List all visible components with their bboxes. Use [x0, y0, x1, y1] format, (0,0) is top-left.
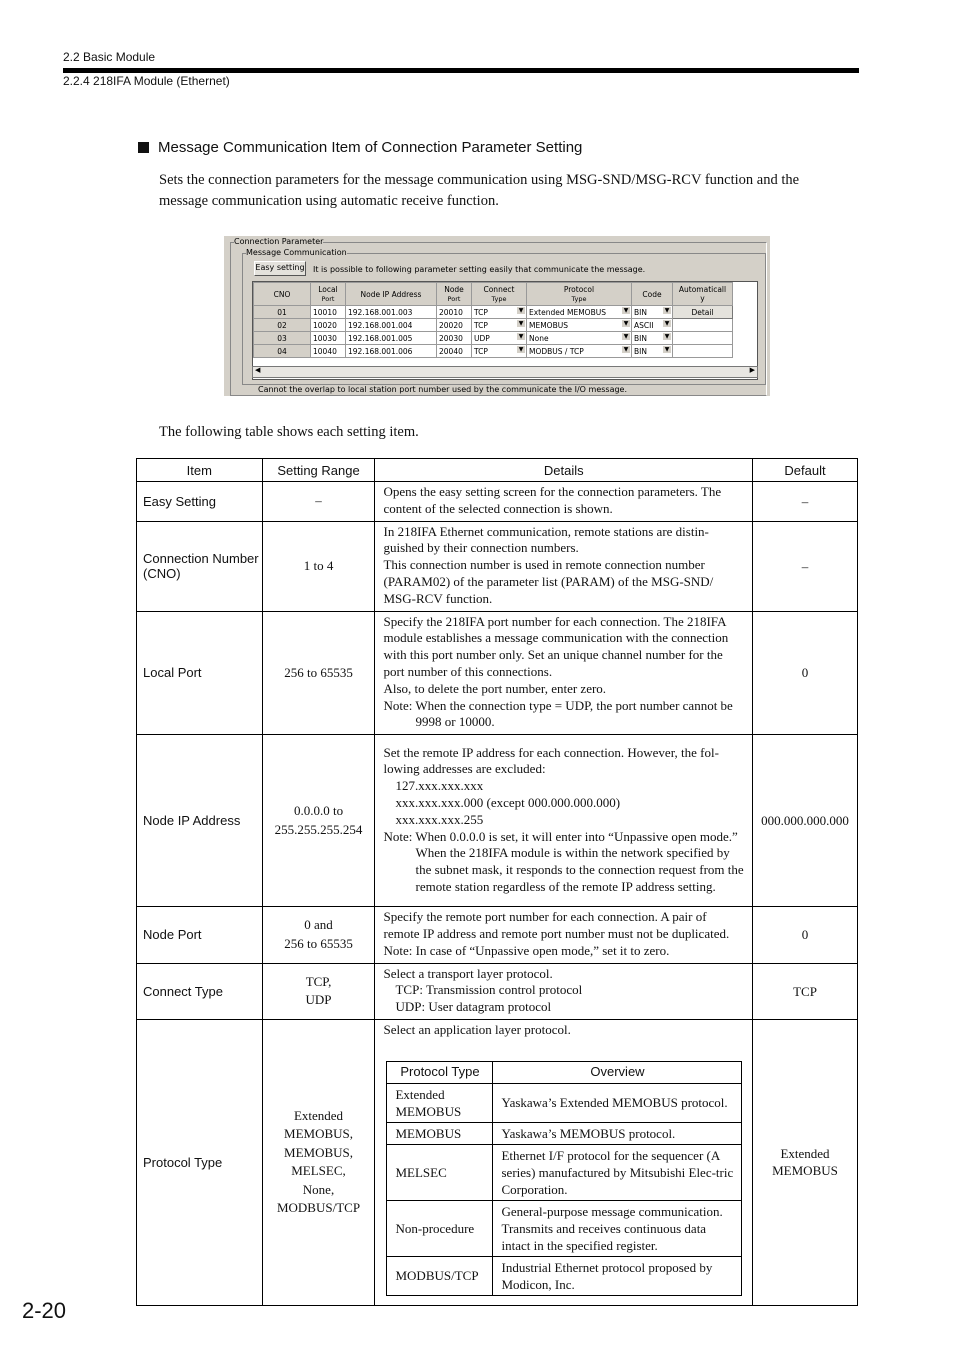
default-cell: –: [753, 521, 858, 611]
grid-col-protocol-type: Protocol Type: [527, 283, 632, 306]
grid-cell-local-port[interactable]: 10040: [311, 345, 346, 358]
grid-select-connect-type[interactable]: TCP ▼: [472, 319, 527, 332]
details-note: Note: When 0.0.0.0 is set, it will enter into “Unpassive open mode.” When the 218IFA module is within the network specified by the subnet mask, it responds to the connection request from the remote station regardless of the remote IP address setting.: [383, 828, 744, 894]
details-cell: [375, 907, 753, 963]
grid-header-row: [254, 283, 733, 306]
default-cell: 0: [753, 907, 858, 963]
horizontal-scrollbar[interactable]: [252, 366, 758, 378]
grid-col-cno: CNO: [254, 283, 311, 306]
table-header-row: [137, 459, 858, 482]
grid-cell-local-port[interactable]: 10020: [311, 319, 346, 332]
protocol-name: Extended MEMOBUS: [387, 1083, 493, 1122]
details-text: Select an application layer protocol.: [383, 1021, 571, 1037]
grid-col-node-ip: Node IP Address: [346, 283, 437, 306]
protocol-row: [387, 1083, 742, 1122]
range-line: Extended: [293, 1107, 344, 1123]
running-header-subsection: 2.2.4 218IFA Module (Ethernet): [63, 74, 230, 88]
range-cell: 256 to 65535: [262, 611, 375, 735]
screenshot-footer-note: Cannot the overlap to local station port number used by the communicate the I/O message.: [258, 385, 628, 394]
default-cell: Extended MEMOBUS: [753, 1019, 858, 1305]
protocol-overview: Ethernet I/F protocol for the sequencer (A series) manufactured by Mitsubishi Elec-tric Corporation.: [493, 1144, 742, 1200]
grid-row[interactable]: [254, 332, 733, 345]
range-line: 256 to 65535: [284, 935, 353, 951]
grid-cell-node-port[interactable]: 20020: [437, 319, 472, 332]
range-cell: –: [262, 482, 375, 522]
protocol-row: [387, 1256, 742, 1295]
setting-items-table: [136, 458, 858, 1306]
grid-select-protocol-type[interactable]: MODBUS / TCP ▼: [527, 345, 632, 358]
range-line: 0.0.0.0 to: [293, 803, 344, 819]
table-row: [137, 963, 858, 1019]
details-cell: [375, 521, 753, 611]
excluded-address: 127.xxx.xxx.xxx: [395, 778, 484, 794]
protocol-type-table: [386, 1061, 742, 1296]
protocol-header-row: [387, 1061, 742, 1083]
grid-select-connect-type[interactable]: UDP ▼: [472, 332, 527, 345]
grid-col-connect-type: Connect Type: [472, 283, 527, 306]
range-line: TCP,: [305, 973, 332, 989]
grid-cell-node-port[interactable]: 20040: [437, 345, 472, 358]
section-title-text: Message Communication Item of Connection Parameter Setting: [158, 139, 583, 156]
grid-select-code[interactable]: BIN ▼: [632, 332, 673, 345]
range-line: UDP: [305, 992, 332, 1008]
running-header-section: 2.2 Basic Module: [63, 50, 156, 64]
item-cell: Local Port: [137, 611, 263, 735]
detail-button[interactable]: Detail: [673, 306, 733, 319]
header-details: Details: [375, 459, 753, 482]
table-row: [137, 735, 858, 907]
header-item: Item: [137, 459, 263, 482]
default-cell: TCP: [753, 963, 858, 1019]
grid-select-code[interactable]: ASCII ▼: [632, 319, 673, 332]
section-intro: Sets the connection parameters for the message communication using MSG-SND/MSG-RCV function and the message communication using automatic receive function.: [159, 172, 800, 209]
details-text: Opens the easy setting screen for the connection parameters. The content of the selected connection is shown.: [383, 484, 722, 516]
protocol-row: [387, 1200, 742, 1256]
connection-parameter-screenshot: [224, 236, 770, 396]
grid-cell-node-port[interactable]: 20030: [437, 332, 472, 345]
grid-cell-cno: 04: [254, 345, 311, 358]
protocol-name: MEMOBUS: [387, 1122, 493, 1144]
item-cell: Easy Setting: [137, 482, 263, 522]
grid-select-connect-type[interactable]: TCP ▼: [472, 345, 527, 358]
grid-select-protocol-type[interactable]: None ▼: [527, 332, 632, 345]
grid-cell-node-port[interactable]: 20010: [437, 306, 472, 319]
default-cell: –: [753, 482, 858, 522]
table-intro: The following table shows each setting item.: [159, 424, 419, 440]
scroll-left-icon[interactable]: ◀: [255, 366, 261, 374]
excluded-address: xxx.xxx.xxx.000 (except 000.000.000.000): [395, 794, 621, 810]
grid-cell-cno: 01: [254, 306, 311, 319]
grid-select-code[interactable]: BIN ▼: [632, 306, 673, 319]
table-row: [137, 482, 858, 522]
grid-col-local-port: Local Port: [311, 283, 346, 306]
details-text: In 218IFA Ethernet communication, remote stations are distin-guished by their connection numbers.: [383, 523, 709, 556]
grid-cell-automatically: [673, 319, 733, 332]
range-cell: [262, 735, 375, 907]
range-line: MELSEC,: [291, 1163, 346, 1179]
item-cell: Connection Number (CNO): [137, 521, 263, 611]
grid-col-node-port: Node Port: [437, 283, 472, 306]
grid-select-protocol-type[interactable]: Extended MEMOBUS ▼: [527, 306, 632, 319]
details-cell: [375, 482, 753, 522]
details-text: Specify the 218IFA port number for each connection. The 218IFA module establishes a message communication with the connection with this port number only. Set an unique channel number for the port number of this connections.: [383, 613, 729, 679]
details-text: TCP: Transmission control protocol: [395, 982, 583, 998]
details-cell: [375, 963, 753, 1019]
table-row: [137, 521, 858, 611]
details-text: Also, to delete the port number, enter zero.: [383, 680, 607, 696]
protocol-overview: Yaskawa’s MEMOBUS protocol.: [493, 1122, 742, 1144]
details-cell: [375, 1019, 753, 1305]
protocol-overview: General-purpose message communication. Transmits and receives continuous data intact in the specified register.: [493, 1200, 742, 1256]
page-number: 2-20: [22, 1298, 67, 1323]
protocol-header-type: Protocol Type: [387, 1061, 493, 1083]
table-row: [137, 907, 858, 963]
details-text: Set the remote IP address for each connection. However, the fol-lowing addresses are excluded:: [383, 744, 719, 777]
protocol-header-overview: Overview: [493, 1061, 742, 1083]
grid-select-code[interactable]: BIN ▼: [632, 345, 673, 358]
range-line: 255.255.255.254: [274, 821, 363, 837]
details-text: UDP: User datagram protocol: [395, 999, 552, 1015]
range-line: 0 and: [304, 917, 333, 933]
grid-cell-cno: 02: [254, 319, 311, 332]
grid-select-connect-type[interactable]: TCP ▼: [472, 306, 527, 319]
grid-select-protocol-type[interactable]: MEMOBUS ▼: [527, 319, 632, 332]
item-cell: Node IP Address: [137, 735, 263, 907]
range-line: MODBUS/TCP: [276, 1200, 361, 1216]
table-row: [137, 1019, 858, 1305]
scroll-right-icon[interactable]: ▶: [749, 366, 755, 374]
protocol-name: Non-procedure: [387, 1200, 493, 1256]
details-note: Note: When the connection type = UDP, the port number cannot be 9998 or 10000.: [383, 697, 733, 730]
excluded-address: xxx.xxx.xxx.255: [395, 811, 484, 827]
square-bullet-icon: [138, 142, 149, 153]
details-text: Specify the remote port number for each connection. A pair of remote IP address and remote port number must not be duplicated.: [383, 909, 730, 941]
easy-setting-hint: It is possible to following parameter setting easily that communicate the message.: [313, 265, 646, 274]
item-cell: Connect Type: [137, 963, 263, 1019]
grid-cell-node-ip[interactable]: 192.168.001.006: [346, 345, 437, 358]
range-cell: [262, 1019, 375, 1305]
protocol-name: MODBUS/TCP: [387, 1256, 493, 1295]
header-rule: [63, 68, 859, 73]
grid-cell-automatically: [673, 345, 733, 358]
default-cell: 000.000.000.000: [753, 735, 858, 907]
grid-cell-local-port[interactable]: 10030: [311, 332, 346, 345]
item-cell: Protocol Type: [137, 1019, 263, 1305]
message-communication-label: Message Communication: [246, 248, 347, 257]
section-title: [138, 139, 582, 156]
range-line: MEMOBUS,: [284, 1126, 354, 1142]
range-cell: [262, 963, 375, 1019]
default-cell: 0: [753, 611, 858, 735]
grid-cell-node-ip[interactable]: 192.168.001.004: [346, 319, 437, 332]
header-setting-range: Setting Range: [262, 459, 375, 482]
grid-cell-local-port[interactable]: 10010: [311, 306, 346, 319]
details-cell: [375, 611, 753, 735]
grid-row[interactable]: [254, 306, 733, 319]
table-row: [137, 611, 858, 735]
connection-parameter-label: Connection Parameter: [234, 237, 324, 246]
details-note: Note: In case of “Unpassive open mode,” set it to zero.: [383, 942, 670, 958]
item-cell: Node Port: [137, 907, 263, 963]
grid-col-automatically: Automaticall y: [673, 283, 733, 306]
details-text: This connection number is used in remote connection number (PARAM02) of the parameter list (PARAM) of the MSG-SND/ MSG-RCV function.: [383, 557, 714, 606]
grid-cell-automatically: [673, 332, 733, 345]
grid-cell-node-ip[interactable]: 192.168.001.005: [346, 332, 437, 345]
grid-row[interactable]: [254, 345, 733, 358]
range-cell: [262, 907, 375, 963]
details-cell: [375, 735, 753, 907]
range-cell: 1 to 4: [262, 521, 375, 611]
grid-cell-node-ip[interactable]: 192.168.001.003: [346, 306, 437, 319]
range-line: MEMOBUS,: [284, 1144, 354, 1160]
protocol-overview: Industrial Ethernet protocol proposed by Modicon, Inc.: [493, 1256, 742, 1295]
protocol-name: MELSEC: [387, 1144, 493, 1200]
range-line: None,: [302, 1181, 335, 1197]
grid-row[interactable]: [254, 319, 733, 332]
protocol-row: [387, 1122, 742, 1144]
protocol-overview: Yaskawa’s Extended MEMOBUS protocol.: [493, 1083, 742, 1122]
protocol-row: [387, 1144, 742, 1200]
grid-cell-cno: 03: [254, 332, 311, 345]
details-text: Select a transport layer protocol.: [383, 965, 553, 981]
header-default: Default: [753, 459, 858, 482]
grid-col-code: Code: [632, 283, 673, 306]
easy-setting-button[interactable]: Easy setting: [254, 261, 306, 276]
